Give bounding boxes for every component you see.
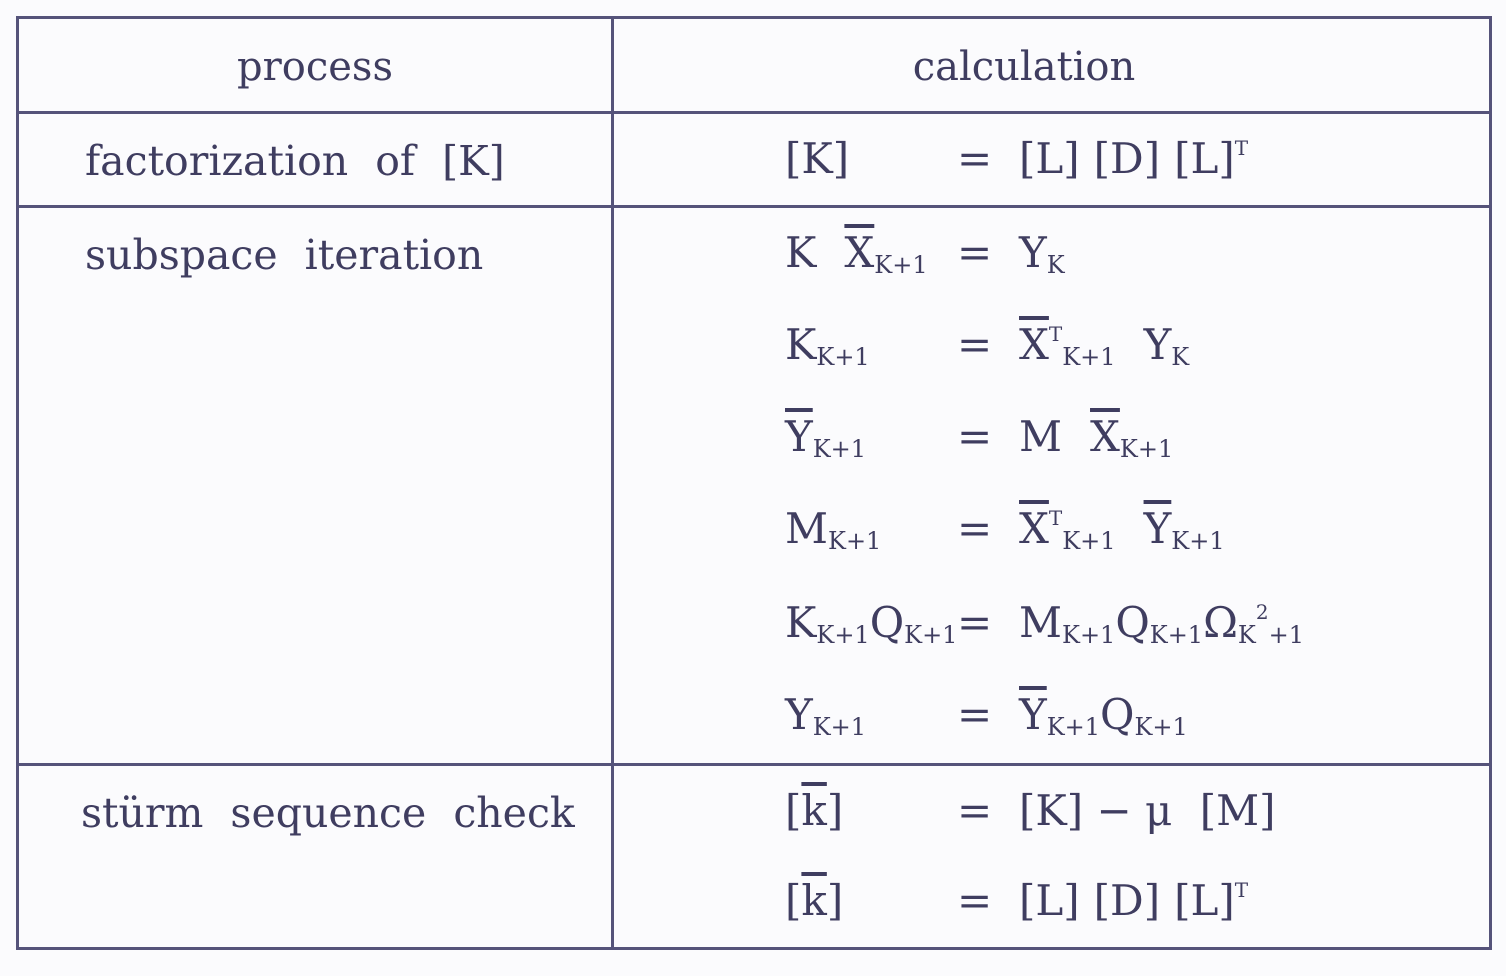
equation-subspace-6 bbox=[19, 685, 1489, 745]
process-subspace-iteration: subspace iteration bbox=[85, 231, 484, 279]
equation-rhs: $\overline{Y}_{K+1}Q_{K+1}$ bbox=[1019, 690, 1188, 741]
equation-rhs: $\overline{X}^T_{K+1}$ $\overline{Y}_{K+1}$ bbox=[1019, 504, 1225, 555]
equation-factorization bbox=[19, 129, 1489, 189]
equation-subspace-5 bbox=[19, 593, 1489, 653]
equation-rhs: [L] [D] $[L]^T$ bbox=[1019, 134, 1249, 183]
equation-equals: = bbox=[957, 504, 993, 553]
process-factorization: factorization of [K] bbox=[85, 137, 505, 185]
equation-equals: = bbox=[957, 690, 993, 739]
equation-lhs: $\overline{Y}_{K+1}$ bbox=[785, 412, 867, 463]
equation-lhs: $[\overline{k}]$ bbox=[785, 876, 844, 925]
process-sturm-sequence-check: stürm sequence check bbox=[81, 789, 575, 837]
header-calculation: calculation bbox=[912, 44, 1136, 90]
equation-equals: = bbox=[957, 598, 993, 647]
equation-subspace-1 bbox=[19, 223, 1489, 283]
process-calculation-table bbox=[16, 16, 1492, 950]
equation-rhs: [L] [D] $[L]^T$ bbox=[1019, 876, 1249, 925]
equation-rhs: $Y_K$ bbox=[1019, 228, 1065, 279]
equation-equals: = bbox=[957, 786, 993, 835]
equation-lhs: $[\overline{k}]$ bbox=[785, 786, 844, 835]
equation-equals: = bbox=[957, 320, 993, 369]
equation-lhs: $Y_{K+1}$ bbox=[785, 690, 867, 741]
equation-rhs: $\overline{X}^T_{K+1}$ $Y_K$ bbox=[1019, 320, 1190, 371]
equation-rhs: M $\overline{X}_{K+1}$ bbox=[1019, 412, 1174, 463]
equation-lhs: $K_{K+1}Q_{K+1}$ bbox=[785, 598, 958, 649]
equation-lhs: [K] bbox=[785, 134, 850, 183]
equation-rhs: $M_{K+1}Q_{K+1}\Omega_K^2_{+1}$ bbox=[1019, 598, 1304, 649]
equation-lhs: $K_{K+1}$ bbox=[785, 320, 870, 371]
equation-equals: = bbox=[957, 412, 993, 461]
header-divider bbox=[19, 111, 1489, 114]
equation-equals: = bbox=[957, 134, 993, 183]
equation-equals: = bbox=[957, 228, 993, 277]
row-divider-2 bbox=[19, 763, 1489, 766]
equation-sturm-2 bbox=[19, 871, 1489, 931]
equation-lhs: $M_{K+1}$ bbox=[785, 504, 882, 555]
equation-subspace-3 bbox=[19, 407, 1489, 467]
row-divider-1 bbox=[19, 205, 1489, 208]
equation-lhs: K $\overline{X}_{K+1}$ bbox=[785, 228, 928, 279]
equation-subspace-2 bbox=[19, 315, 1489, 375]
header-process: process bbox=[237, 44, 393, 90]
equation-equals: = bbox=[957, 876, 993, 925]
equation-subspace-4 bbox=[19, 499, 1489, 559]
equation-sturm-1 bbox=[19, 781, 1489, 841]
equation-rhs: [K] − μ [M] bbox=[1019, 786, 1276, 835]
